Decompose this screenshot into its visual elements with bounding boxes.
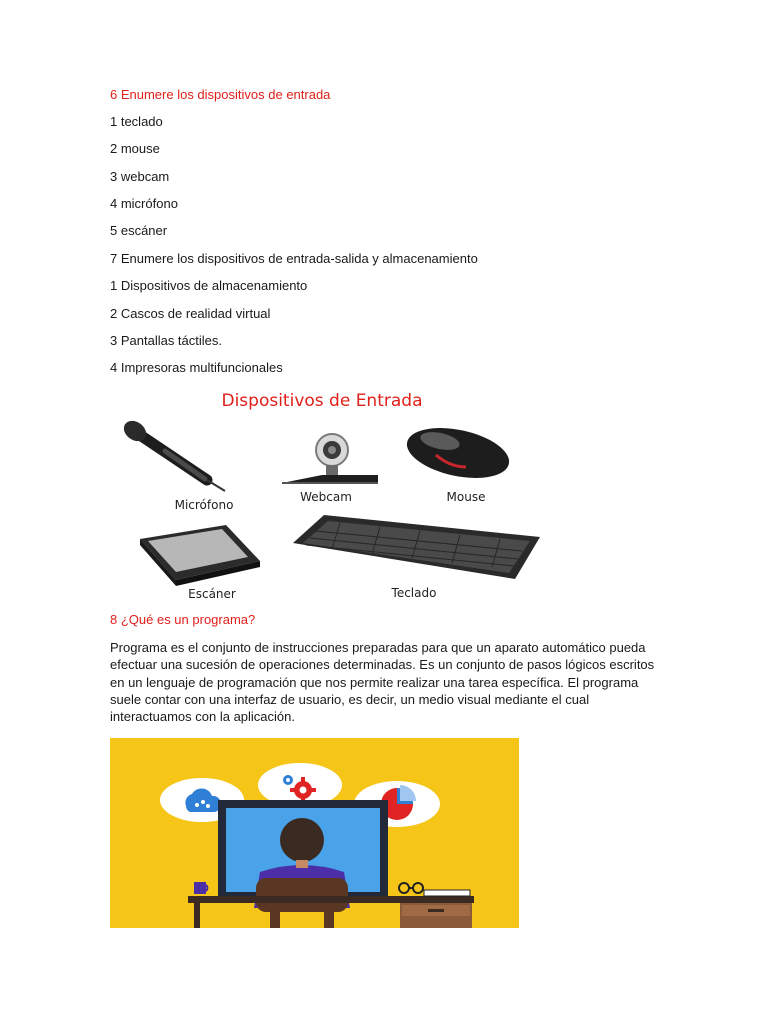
list-item: 2 Cascos de realidad virtual bbox=[110, 306, 271, 321]
list-item: 3 Pantallas táctiles. bbox=[110, 333, 223, 348]
input-devices-figure bbox=[110, 383, 550, 605]
paragraph-line: en un lenguaje de programación que nos permite realizar una tarea específica. El programa bbox=[110, 674, 639, 690]
scanner-icon bbox=[140, 525, 260, 586]
coffee-cup-icon bbox=[194, 882, 207, 894]
list-item: 3 webcam bbox=[110, 169, 170, 184]
question-8-heading: 8 ¿Qué es un programa? bbox=[110, 612, 256, 627]
list-item: 1 Dispositivos de almacenamiento bbox=[110, 278, 308, 293]
paragraph-line: interactuamos con la aplicación. bbox=[110, 709, 295, 725]
list-item: 2 mouse bbox=[110, 141, 160, 156]
keyboard-icon bbox=[293, 515, 540, 579]
list-item: 1 teclado bbox=[110, 114, 163, 129]
keyboard-label: Teclado bbox=[391, 586, 437, 600]
microphone-label: Micrófono bbox=[174, 498, 234, 512]
list-item: 5 escáner bbox=[110, 223, 168, 238]
figure-title: Dispositivos de Entrada bbox=[221, 391, 423, 411]
webcam-icon bbox=[282, 434, 378, 483]
list-item: 4 micrófono bbox=[110, 196, 178, 211]
paragraph-line: efectuar una sucesión de operaciones determinadas. Es un conjunto de pasos lógicos escritos bbox=[110, 657, 655, 673]
question-6-heading: 6 Enumere los dispositivos de entrada bbox=[110, 87, 331, 102]
question-7-heading: 7 Enumere los dispositivos de entrada-salida y almacenamiento bbox=[110, 251, 478, 266]
paragraph-line: Programa es el conjunto de instrucciones preparadas para que un aparato automático pueda bbox=[110, 640, 646, 655]
book-icon bbox=[424, 890, 470, 896]
webcam-label: Webcam bbox=[300, 490, 352, 504]
microphone-icon bbox=[120, 417, 225, 491]
list-item: 4 Impresoras multifuncionales bbox=[110, 360, 283, 375]
mouse-label: Mouse bbox=[446, 490, 486, 504]
scanner-label: Escáner bbox=[188, 587, 236, 601]
mouse-icon bbox=[402, 420, 513, 487]
program-definition-paragraph bbox=[110, 639, 655, 725]
programmer-illustration bbox=[110, 738, 519, 928]
paragraph-line: suele contar con una interfaz de usuario, es decir, un medio visual mediante el cual bbox=[110, 691, 590, 707]
